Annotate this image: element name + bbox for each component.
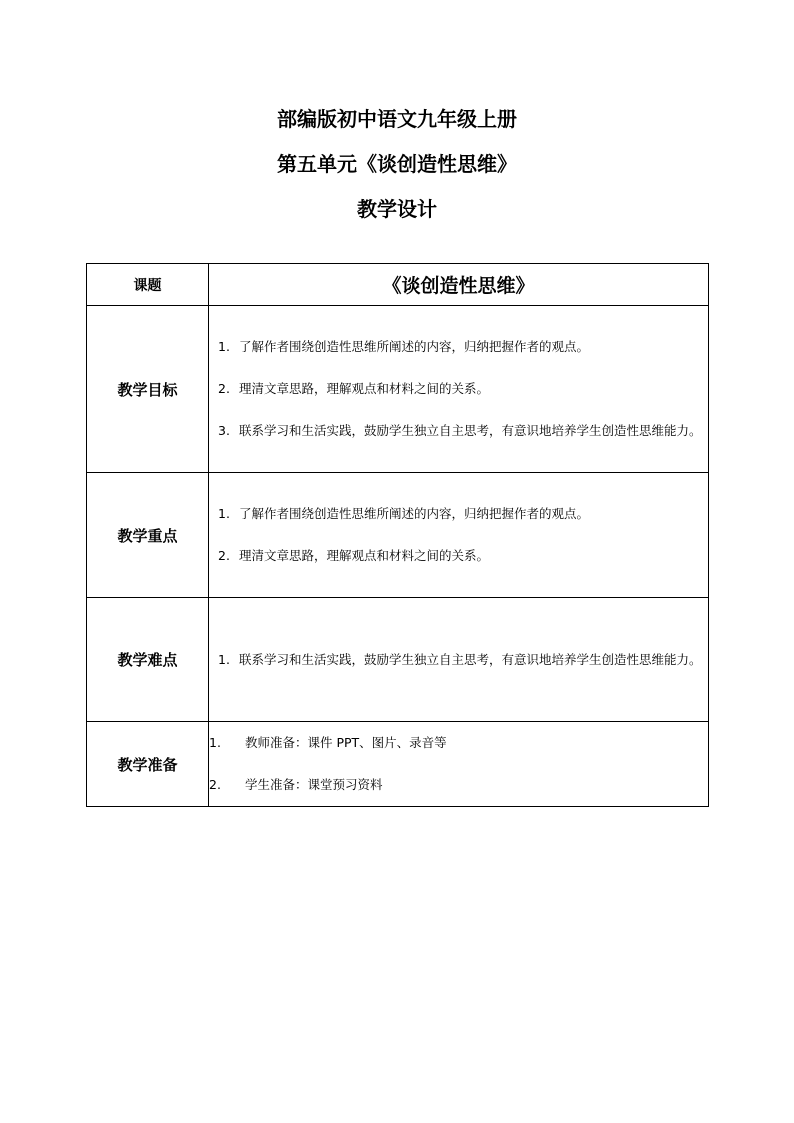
- goals-list: [209, 326, 708, 452]
- item-text: 了解作者围绕创造性思维所阐述的内容，归纳把握作者的观点。: [239, 506, 590, 521]
- title-line-3: 教学设计: [357, 197, 437, 221]
- item-text: 了解作者围绕创造性思维所阐述的内容，归纳把握作者的观点。: [239, 339, 590, 354]
- item-number: 1.: [218, 506, 230, 521]
- row-topic: [87, 264, 709, 306]
- list-item: [209, 493, 708, 535]
- preparation-label: 教学准备: [87, 722, 209, 807]
- list-item: [209, 764, 708, 806]
- row-goals: [87, 306, 709, 473]
- item-number: 1.: [218, 339, 230, 354]
- row-preparation: [87, 722, 709, 807]
- goals-label: 教学目标: [87, 306, 209, 473]
- list-item: [209, 368, 708, 410]
- difficulties-content: [209, 598, 709, 722]
- list-item: [209, 722, 708, 764]
- item-number: 1.: [209, 735, 221, 750]
- title-line-2: 第五单元《谈创造性思维》: [277, 152, 517, 176]
- item-text: 联系学习和生活实践，鼓励学生独立自主思考，有意识地培养学生创造性思维能力。: [239, 423, 702, 438]
- key-points-list: [209, 493, 708, 577]
- row-difficulties: [87, 598, 709, 722]
- list-item: [209, 535, 708, 577]
- preparation-list: [209, 722, 708, 806]
- key-points-label: 教学重点: [87, 473, 209, 598]
- item-number: 2.: [209, 777, 221, 792]
- item-text: 理清文章思路，理解观点和材料之间的关系。: [239, 381, 490, 396]
- item-text: 理清文章思路，理解观点和材料之间的关系。: [239, 548, 490, 563]
- difficulties-list: [209, 639, 708, 681]
- item-number: 2.: [218, 548, 230, 563]
- item-text: 教师准备：课件 PPT、图片、录音等: [245, 735, 447, 750]
- topic-label: 课题: [87, 264, 209, 306]
- title-line-1: 部编版初中语文九年级上册: [277, 107, 517, 131]
- list-item: [209, 326, 708, 368]
- row-key-points: [87, 473, 709, 598]
- difficulties-label: 教学难点: [87, 598, 209, 722]
- item-text: 学生准备：课堂预习资料: [245, 777, 383, 792]
- preparation-content: [209, 722, 709, 807]
- key-points-content: [209, 473, 709, 598]
- topic-value: 《谈创造性思维》: [209, 264, 709, 306]
- list-item: [209, 410, 708, 452]
- item-number: 2.: [218, 381, 230, 396]
- document-title: [0, 102, 794, 237]
- lesson-plan-table: [86, 263, 709, 807]
- item-number: 1.: [218, 651, 230, 667]
- goals-content: [209, 306, 709, 473]
- item-text: 联系学习和生活实践，鼓励学生独立自主思考，有意识地培养学生创造性思维能力。: [239, 651, 702, 667]
- list-item: [209, 639, 708, 681]
- item-number: 3.: [218, 423, 230, 438]
